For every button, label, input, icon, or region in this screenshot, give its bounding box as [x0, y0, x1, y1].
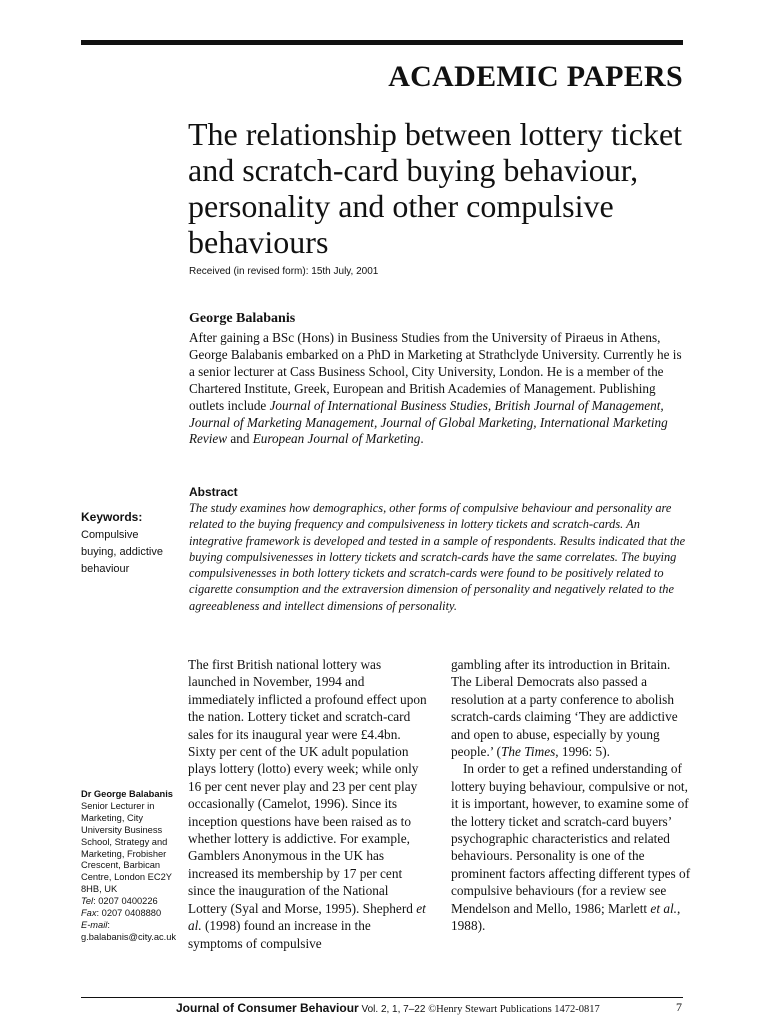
col2-paragraph-2 — [451, 760, 691, 934]
col2-times: The Times — [500, 744, 556, 760]
col2-p2-end: , 1988). — [451, 900, 681, 934]
paper-title: The relationship between lottery ticket and scratch-card buying behaviour, personality and other compulsive behaviours — [188, 116, 683, 260]
affiliation-email — [81, 920, 176, 942]
email-label: E-mail — [81, 919, 108, 930]
bio-text: After gaining a BSc (Hons) in Business Studies from the University of Piraeus in Athens, George Balabanis embarked on a PhD in Marketing at Strathclyde University. Currently he is a senior lecturer at Cass Business School, City University, London. He is a member of the Chartered Institute, Greek, European and British Academies of Management. Publishing outlets include — [189, 330, 682, 413]
bio-journals: Journal of International Business Studies, British Journal of Management, Journal of Marketing Management, Journal of Global Marketing, International Marketing Review — [189, 397, 668, 447]
received-date: Received (in revised form): 15th July, 2001 — [189, 266, 379, 277]
keywords-text: Compulsive buying, addictive behaviour — [81, 529, 163, 575]
footer-publisher: ©Henry Stewart Publications 1472-0817 — [428, 1004, 600, 1015]
footer-volume: Vol. 2, 1, 7–22 — [358, 1004, 429, 1015]
affiliation-fax — [81, 908, 161, 918]
page-number: 7 — [676, 1000, 682, 1014]
tel-label: Tel — [81, 896, 94, 907]
body-column-2 — [451, 656, 691, 935]
keywords-label: Keywords: — [81, 510, 143, 524]
body-column-1 — [188, 656, 428, 952]
top-rule — [81, 40, 683, 45]
bio-last-journal: European Journal of Marketing — [252, 431, 421, 447]
col1-etal: et al. — [188, 900, 426, 934]
col2-p2-text: In order to get a refined understanding of lottery buying behaviour, compulsive or not, it is important, however, to examine some of the lottery ticket and scratch-card buyers’ psychographic characteristics and related behaviours. Personality is one of the prominent factors affecting different types of compulsive behaviours (for a review see Mendelson and Mello, 1986; Marlett — [451, 761, 691, 916]
bio-end: . — [420, 431, 424, 447]
footer-rule — [81, 997, 683, 998]
abstract-heading: Abstract — [189, 485, 238, 499]
affiliation-name: Dr George Balabanis — [81, 789, 173, 799]
col1-text: The first British national lottery was launched in November, 1994 and immediately inflicted a profound effect upon the nation. Lottery ticket and scratch-card sales for its inaugural year were £4.4bn. Sixty per cent of the UK adult population plays lottery (lotto) every week; while only 16 per cent never play and 23 per cent play occasionally (Camelot, 1996). Since its inception questions have been raised as to whether lottery is addictive. For example, Gamblers Anonymous in the UK has increased its membership by 17 per cent since the inauguration of the National Lottery (Syal and Morse, 1995). Shepherd — [188, 657, 427, 916]
author-name: George Balabanis — [189, 311, 296, 326]
col2-etal: et al. — [650, 900, 678, 916]
email-value: : g.balabanis@city.ac.uk — [81, 919, 177, 942]
author-bio — [189, 330, 689, 448]
tel-value: : 0207 0400226 — [93, 896, 158, 907]
fax-label: Fax — [81, 908, 97, 919]
footer-journal: Journal of Consumer Behaviour — [176, 1001, 359, 1015]
author-affiliation — [81, 789, 176, 944]
abstract-text: The study examines how demographics, other forms of compulsive behaviour and personality are related to the buying frequency and compulsiveness in lottery tickets and scratch-cards. An integrative framework is developed and tested in a sample of respondents. Results indicated that the buying compulsivenesses in lottery tickets and scratch-cards have the same correlates. The buying compulsivenesses in both lottery tickets and scratch-cards were found to be positively related to cigarette consumption and the extraversion dimension of personality and negatively related to the agreeableness and intellect dimensions of personality. — [189, 501, 686, 613]
fax-value: : 0207 0408880 — [96, 908, 162, 919]
col2-text: gambling after its introduction in Britain. The Liberal Democrats also passed a resolution at a party conference to abolish scratch-cards claiming ‘They are addictive and open to abuse, especially by young people.’ ( — [451, 657, 678, 760]
affiliation-tel — [81, 896, 158, 906]
bio-and: and — [227, 431, 253, 447]
col1-text-end: (1998) found an increase in the symptoms of compulsive — [188, 918, 371, 951]
affiliation-address: Senior Lecturer in Marketing, City University Business School, Strategy and Marketing, Frobisher Crescent, Barbican Centre, London EC2Y 8HB, UK — [81, 800, 172, 895]
section-title: ACADEMIC PAPERS — [388, 60, 683, 93]
footer — [176, 1001, 600, 1015]
col2-text-end: , 1996: 5). — [555, 744, 610, 760]
